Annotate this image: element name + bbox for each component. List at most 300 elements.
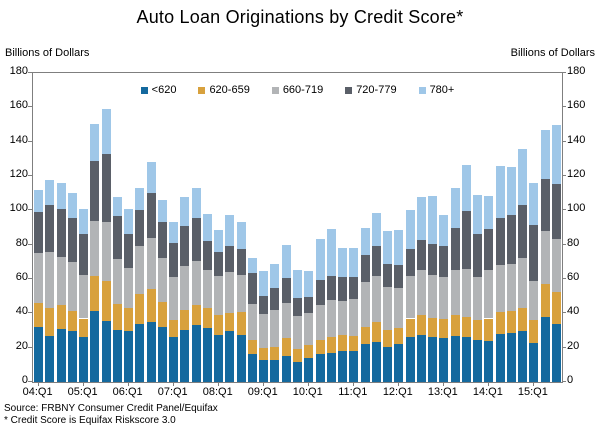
bar-segment xyxy=(113,330,122,382)
bar-segment xyxy=(383,287,392,330)
y-tick-label: 180 xyxy=(567,65,586,77)
bar-segment xyxy=(203,241,212,269)
bar xyxy=(203,214,212,382)
bar xyxy=(237,222,246,382)
bar xyxy=(552,125,561,383)
bar-segment xyxy=(248,258,257,273)
bar-segment xyxy=(428,244,437,275)
bar-segment xyxy=(124,268,133,308)
bar xyxy=(124,209,133,382)
bar-segment xyxy=(518,308,527,331)
bar-segment xyxy=(372,322,381,342)
bar-segment xyxy=(552,239,561,292)
bar-segment xyxy=(90,221,99,277)
bar xyxy=(135,188,144,382)
bar-segment xyxy=(529,343,538,382)
x-tick-mark xyxy=(398,382,399,386)
bar-segment xyxy=(327,229,336,275)
x-tick-label: 09:Q1 xyxy=(247,386,278,398)
legend-item xyxy=(272,84,323,96)
x-tick-mark xyxy=(488,382,489,386)
bar-segment xyxy=(113,197,122,217)
bar xyxy=(282,245,291,382)
bar-segment xyxy=(428,275,437,318)
bar-segment xyxy=(68,331,77,383)
y-tick-mark xyxy=(28,209,32,210)
x-tick-label: 07:Q1 xyxy=(157,386,188,398)
bar-segment xyxy=(361,282,370,327)
bar-segment xyxy=(372,342,381,382)
y-axis-unit-left: Billions of Dollars xyxy=(5,47,90,59)
bar-segment xyxy=(518,149,527,206)
bar-segment xyxy=(484,229,493,269)
bar-segment xyxy=(169,277,178,320)
bar-segment xyxy=(259,314,268,347)
bar-segment xyxy=(406,249,415,276)
bar-segment xyxy=(158,258,167,303)
bar-segment xyxy=(541,317,550,382)
bar xyxy=(349,248,358,382)
bar-segment xyxy=(462,269,471,317)
bar-segment xyxy=(462,211,471,269)
bar xyxy=(214,230,223,382)
bar-segment xyxy=(316,239,325,280)
bar xyxy=(147,162,156,382)
y-tick-mark xyxy=(28,381,32,382)
bar-segment xyxy=(102,109,111,154)
bar xyxy=(507,167,516,382)
bar-segment xyxy=(57,183,66,210)
bar-segment xyxy=(79,337,88,382)
y-tick-mark xyxy=(28,312,32,313)
bar-segment xyxy=(338,301,347,334)
x-tick-mark xyxy=(263,382,264,386)
bar-segment xyxy=(214,252,223,277)
x-tick-mark xyxy=(533,382,534,386)
y-axis-unit-right: Billions of Dollars xyxy=(510,47,595,59)
legend-swatch-icon xyxy=(345,87,352,94)
bar-segment xyxy=(406,210,415,249)
bar-segment xyxy=(316,340,325,354)
bar-segment xyxy=(147,289,156,322)
bar-segment xyxy=(293,270,302,298)
bar-segment xyxy=(68,262,77,311)
bar-segment xyxy=(507,167,516,214)
y-tick-label: 0 xyxy=(567,374,574,386)
bar-segment xyxy=(372,246,381,276)
y-tick-label: 120 xyxy=(9,168,28,180)
bar xyxy=(248,258,257,382)
legend-label: 620-659 xyxy=(209,84,250,96)
bar-segment xyxy=(338,335,347,351)
bar-segment xyxy=(541,231,550,284)
bar-segment xyxy=(270,310,279,347)
y-tick-label: 100 xyxy=(9,202,28,215)
legend-label: 780+ xyxy=(429,84,455,96)
bar-segment xyxy=(45,308,54,335)
bar xyxy=(383,231,392,382)
x-tick-label: 11:Q1 xyxy=(338,386,368,398)
y-tick-mark xyxy=(28,175,32,176)
bar-segment xyxy=(394,328,403,344)
y-tick-label: 180 xyxy=(9,65,28,77)
bar-segment xyxy=(383,347,392,382)
y-tick-label: 140 xyxy=(567,133,586,146)
bar xyxy=(270,264,279,382)
y-tick-label: 160 xyxy=(567,99,586,112)
x-tick-mark xyxy=(128,382,129,386)
bar xyxy=(192,188,201,382)
x-tick-mark xyxy=(443,382,444,386)
bar-segment xyxy=(124,308,133,331)
bar-segment xyxy=(225,331,234,382)
bar-segment xyxy=(349,277,358,298)
x-tick-mark xyxy=(38,382,39,386)
y-tick-label: 40 xyxy=(567,305,580,318)
bar-segment xyxy=(451,188,460,227)
bar-segment xyxy=(349,351,358,382)
bar-segment xyxy=(135,210,144,246)
x-tick-label: 10:Q1 xyxy=(292,386,323,398)
bar-segment xyxy=(270,264,279,289)
bar-segment xyxy=(203,328,212,382)
bar-segment xyxy=(496,166,505,218)
bar-segment xyxy=(316,280,325,305)
bar-segment xyxy=(552,292,561,324)
bar-segment xyxy=(248,354,257,382)
bar-segment xyxy=(518,331,527,382)
bar xyxy=(473,195,482,382)
bar-segment xyxy=(282,245,291,278)
legend-swatch-icon xyxy=(272,87,279,94)
bar-segment xyxy=(180,330,189,382)
bar-segment xyxy=(158,302,167,327)
bar-segment xyxy=(439,338,448,382)
plot-area xyxy=(32,72,563,383)
bar-segment xyxy=(282,356,291,382)
x-tick-label: 13:Q1 xyxy=(427,386,458,398)
bar-segment xyxy=(113,216,122,259)
bar-segment xyxy=(158,222,167,258)
bar-segment xyxy=(102,281,111,321)
bar-segment xyxy=(372,276,381,322)
bar-segment xyxy=(79,275,88,319)
bar-segment xyxy=(135,246,144,294)
bar-segment xyxy=(147,238,156,290)
bar-segment xyxy=(304,313,313,345)
bar-segment xyxy=(428,318,437,337)
bar-segment xyxy=(169,337,178,382)
bar-segment xyxy=(270,360,279,382)
bar-segment xyxy=(113,304,122,330)
bar xyxy=(406,209,415,382)
bar-segment xyxy=(169,222,178,243)
y-tick-label: 120 xyxy=(567,168,586,180)
x-tick-label: 04:Q1 xyxy=(22,386,53,398)
y-tick-label: 100 xyxy=(567,202,586,215)
y-tick-label: 20 xyxy=(15,339,28,352)
bar-segment xyxy=(507,311,516,333)
bar-segment xyxy=(428,196,437,244)
bar-segment xyxy=(439,246,448,277)
bar-segment xyxy=(135,294,144,323)
bar-segment xyxy=(102,321,111,382)
bar-segment xyxy=(394,288,403,328)
bar xyxy=(541,130,550,382)
bar xyxy=(102,109,111,382)
y-tick-mark xyxy=(562,209,566,210)
bar xyxy=(113,197,122,382)
bar-segment xyxy=(34,212,43,253)
bar-segment xyxy=(507,333,516,382)
bar-segment xyxy=(124,234,133,268)
bar-segment xyxy=(361,327,370,344)
x-tick-label: 08:Q1 xyxy=(202,386,233,398)
bar-segment xyxy=(237,222,246,249)
legend-item xyxy=(345,84,396,96)
bar-segment xyxy=(417,270,426,315)
bar-segment xyxy=(192,261,201,305)
bar-segment xyxy=(473,340,482,382)
bar-segment xyxy=(541,179,550,231)
bar-segment xyxy=(417,315,426,335)
footer xyxy=(4,403,218,427)
bar-segment xyxy=(406,276,415,318)
bar xyxy=(428,196,437,382)
bar-segment xyxy=(383,231,392,264)
bar-segment xyxy=(327,353,336,382)
bar-segment xyxy=(34,190,43,212)
bar-segment xyxy=(225,246,234,273)
bar-segment xyxy=(192,305,201,326)
bar xyxy=(496,166,505,382)
bar-segment xyxy=(507,264,516,310)
bar-segment xyxy=(417,197,426,240)
bar-segment xyxy=(90,124,99,161)
x-tick-label: 05:Q1 xyxy=(67,386,98,398)
bar-segment xyxy=(394,265,403,287)
bar-segment xyxy=(203,214,212,241)
footnote-text: * Credit Score is Equifax Riskscore 3.0 xyxy=(4,415,176,426)
bar xyxy=(225,215,234,382)
bar-segment xyxy=(282,303,291,338)
bar-segment xyxy=(282,278,291,303)
y-tick-label: 0 xyxy=(21,374,28,386)
bar-segment xyxy=(316,354,325,382)
y-tick-mark xyxy=(562,278,566,279)
bar-segment xyxy=(225,313,234,331)
bar-segment xyxy=(327,276,336,300)
bar-segment xyxy=(451,270,460,315)
x-tick-label: 15:Q1 xyxy=(517,386,548,398)
bar-segment xyxy=(383,264,392,287)
bar-segment xyxy=(214,230,223,251)
bar-segment xyxy=(304,358,313,382)
bar xyxy=(158,200,167,382)
bar-segment xyxy=(90,161,99,221)
bar xyxy=(79,209,88,382)
bar xyxy=(259,271,268,382)
bar-segment xyxy=(338,351,347,382)
bar-segment xyxy=(259,271,268,296)
legend-swatch-icon xyxy=(141,87,148,94)
bar-segment xyxy=(248,273,257,304)
legend-item xyxy=(141,84,177,96)
bar-segment xyxy=(57,329,66,382)
bar-segment xyxy=(45,205,54,252)
bar-segment xyxy=(394,230,403,265)
bar-segment xyxy=(518,258,527,308)
bar-segment xyxy=(338,248,347,277)
bar-segment xyxy=(45,336,54,382)
y-tick-mark xyxy=(562,141,566,142)
bar-segment xyxy=(406,337,415,382)
chart-title: Auto Loan Originations by Credit Score* xyxy=(136,7,464,27)
bar-segment xyxy=(304,345,313,358)
bar-segment xyxy=(214,276,223,315)
bar-segment xyxy=(57,209,66,256)
bar-segment xyxy=(529,281,538,320)
bar-segment xyxy=(518,205,527,258)
x-tick-mark xyxy=(83,382,84,386)
bar-segment xyxy=(439,277,448,319)
bar-segment xyxy=(135,324,144,382)
bar-segment xyxy=(214,315,223,335)
bar-segment xyxy=(34,303,43,327)
bar-segment xyxy=(248,304,257,340)
bar-segment xyxy=(34,253,43,303)
bar-segment xyxy=(484,341,493,382)
bar-segment xyxy=(57,305,66,329)
bar-segment xyxy=(406,319,415,338)
bar-segment xyxy=(79,209,88,234)
y-tick-label: 20 xyxy=(567,339,580,352)
bar-segment xyxy=(451,228,460,271)
legend-label: <620 xyxy=(151,84,177,96)
bar xyxy=(439,215,448,382)
bar-segment xyxy=(147,162,156,193)
legend-item xyxy=(198,84,249,96)
bar-segment xyxy=(214,335,223,382)
bar xyxy=(361,228,370,383)
bar-segment xyxy=(462,317,471,338)
bar-segment xyxy=(34,327,43,382)
bar xyxy=(90,124,99,382)
bar xyxy=(57,183,66,382)
bar-segment xyxy=(68,311,77,331)
bar-segment xyxy=(484,319,493,341)
bar-segment xyxy=(225,272,234,313)
bar-segment xyxy=(439,319,448,338)
bar-segment xyxy=(90,276,99,310)
bar-segment xyxy=(259,360,268,382)
bar-segment xyxy=(90,311,99,382)
y-tick-mark xyxy=(28,244,32,245)
bar-segment xyxy=(338,277,347,301)
y-tick-mark xyxy=(562,106,566,107)
bar-segment xyxy=(158,200,167,221)
bar-segment xyxy=(169,320,178,336)
bar-segment xyxy=(169,243,178,277)
bar-segment xyxy=(237,275,246,313)
y-tick-label: 80 xyxy=(567,236,580,249)
bar-segment xyxy=(451,336,460,382)
bar xyxy=(169,222,178,382)
bar xyxy=(484,196,493,382)
legend-swatch-icon xyxy=(198,87,205,94)
bar-segment xyxy=(473,277,482,320)
y-tick-label: 160 xyxy=(9,99,28,112)
bar-segment xyxy=(417,240,426,270)
bar-segment xyxy=(361,228,370,255)
bar-segment xyxy=(529,183,538,225)
bar-segment xyxy=(158,327,167,382)
bar-segment xyxy=(293,349,302,362)
bar-segment xyxy=(68,218,77,262)
y-tick-label: 140 xyxy=(9,133,28,146)
bar xyxy=(394,230,403,382)
bar-segment xyxy=(124,209,133,234)
y-tick-mark xyxy=(28,347,32,348)
bar-segment xyxy=(147,193,156,238)
bar-segment xyxy=(496,265,505,311)
legend-item xyxy=(419,84,455,96)
bar xyxy=(417,197,426,382)
bar xyxy=(180,197,189,382)
bar-segment xyxy=(203,270,212,309)
bar-segment xyxy=(102,222,111,280)
bar-segment xyxy=(428,337,437,382)
y-tick-mark xyxy=(562,244,566,245)
x-tick-mark xyxy=(218,382,219,386)
y-tick-mark xyxy=(28,106,32,107)
x-tick-label: 14:Q1 xyxy=(472,386,503,398)
bar-segment xyxy=(180,197,189,225)
bar xyxy=(451,188,460,382)
bar-segment xyxy=(372,213,381,246)
bar-segment xyxy=(473,195,482,234)
bar-segment xyxy=(496,312,505,334)
bar-segment xyxy=(68,193,77,218)
y-tick-label: 60 xyxy=(567,271,580,283)
bar-segment xyxy=(282,338,291,356)
bar-segment xyxy=(192,188,201,218)
legend-label: 720-779 xyxy=(356,84,397,96)
bar-segment xyxy=(45,252,54,308)
y-tick-mark xyxy=(28,141,32,142)
x-tick-mark xyxy=(308,382,309,386)
y-tick-label: 40 xyxy=(15,305,28,318)
bar-segment xyxy=(349,336,358,351)
x-tick-label: 12:Q1 xyxy=(382,386,413,398)
y-tick-label: 60 xyxy=(15,271,28,283)
bar-segment xyxy=(147,322,156,382)
bar-segment xyxy=(496,218,505,265)
bar-segment xyxy=(57,257,66,305)
bar-segment xyxy=(529,320,538,342)
y-tick-mark xyxy=(562,175,566,176)
bar xyxy=(316,239,325,382)
bar-segment xyxy=(293,362,302,382)
bar-segment xyxy=(135,188,144,210)
bar-segment xyxy=(304,271,313,297)
bar-segment xyxy=(293,316,302,349)
bar-segment xyxy=(79,319,88,337)
bar-segment xyxy=(192,325,201,382)
bar-segment xyxy=(552,184,561,239)
bar-segment xyxy=(180,310,189,330)
bar-segment xyxy=(484,196,493,229)
